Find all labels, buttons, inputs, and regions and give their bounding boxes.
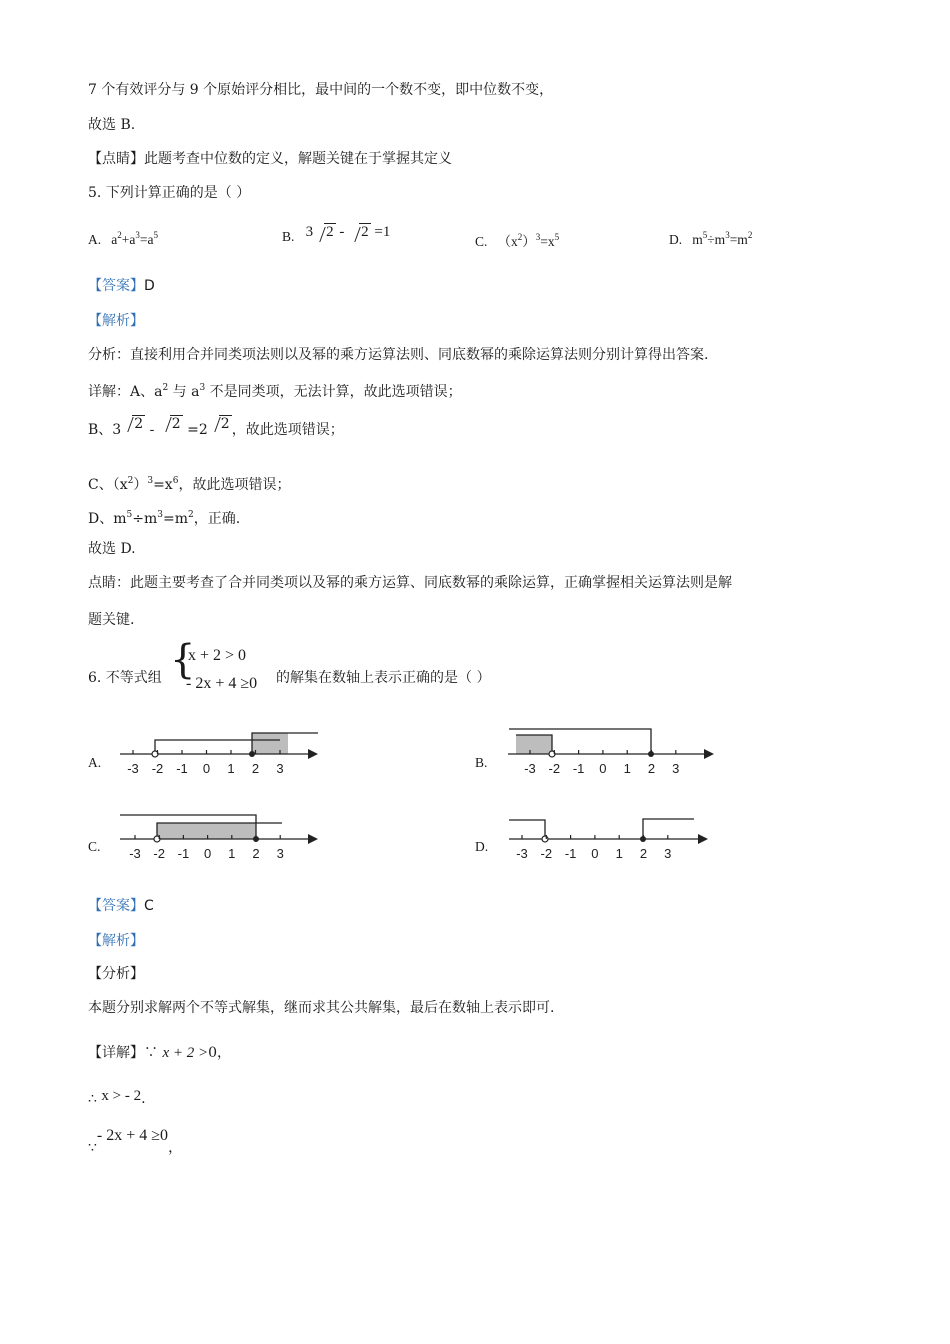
question-6-stem-post: 的解集在数轴上表示正确的是（ ） [276,670,491,686]
axis-arrow [698,834,708,844]
fenxi-tag: 【分析】 [88,966,144,982]
tick-label: 2 [639,846,648,861]
q6-label-a: A. [88,755,102,770]
q5-option-a: A. $a^2+a^3=a^5$ [88,230,158,247]
analysis-tag: 【解析】 [88,313,144,329]
number-line-c [120,815,318,844]
shaded-region [252,733,288,754]
tick-label: -2 [151,761,164,776]
tick-label: 1 [623,761,631,776]
detail-a: 详解：A、$a^2$ 与 $a^3$ 不是同类项，无法计算，故此选项错误； [88,383,462,400]
number-line-d [509,819,708,844]
q6-label-d: D. [475,839,489,854]
tick-label: -3 [129,846,141,861]
solution-bracket [643,819,694,839]
detail-c: C、$(x^2)^3=x^6$，故此选项错误； [88,476,291,493]
paragraph: 7 个有效评分与 9 个原始评分相比，最中间的一个数不变，即中位数不变， [88,82,554,98]
tick-label: 1 [228,846,236,861]
tick-label: -3 [524,761,536,776]
tick-label: 2 [647,761,656,776]
paragraph: 点睛：此题主要考查了合并同类项以及幂的乘方运算、同底数幂的乘除运算，正确掌握相关运算法则是解 [88,575,732,591]
axis-arrow [308,834,318,844]
detail-line-1: 【详解】∵ x + 2 >0， [88,1045,232,1061]
tick-label: -1 [176,761,188,776]
tick-label: 0 [599,761,607,776]
tick-label: 3 [672,761,680,776]
tick-label: 0 [591,846,599,861]
paragraph: 故选 B. [88,117,136,133]
question-6-stem-pre: 6. 不等式组 [88,670,162,686]
paragraph: 分析：直接利用合并同类项法则以及幂的乘方运算法则、同底数幂的乘除运算法则分别计算得出答案. [88,347,709,363]
shaded-region [157,823,256,839]
tick-label: 0 [203,846,212,861]
answer-line: 【答案】D [88,278,155,294]
inequality-1: x + 2 > 0 [188,647,247,664]
q6-label-c: C. [88,839,101,854]
detail-line-3: ∵- 2x + 4 ≥0， [88,1127,183,1156]
number-line-b [508,729,714,759]
tick-label: -1 [564,846,577,861]
tick-label: 2 [252,846,260,861]
tick-label: -3 [516,846,528,861]
q6-label-b: B. [475,755,488,770]
tick-label: 3 [664,846,672,861]
shaded-region [516,735,552,754]
open-point [542,836,548,842]
inequality-2: - 2x + 4 ≥0 [186,675,258,692]
paragraph: 本题分别求解两个不等式解集，继而求其公共解集，最后在数轴上表示即可. [88,1000,555,1016]
paragraph: 题关键. [88,612,135,628]
answer-line: 【答案】C [88,898,154,914]
detail-b: B、3 2 - 2 =2 2 ，故此选项错误； [88,416,344,438]
tick-label: -1 [177,846,190,861]
solution-bracket [509,820,545,839]
q5-option-b: B. 3 2 - 2 =1 [282,224,391,244]
paragraph: 故选 D. [88,541,136,557]
detail-line-2: ∴ x > - 2. [88,1088,146,1107]
number-line-a [120,733,318,759]
tick-label: -3 [127,761,139,776]
solid-point [249,751,255,757]
axis-arrow [704,749,714,759]
axis-arrow [308,749,318,759]
tick-labels [127,750,679,861]
tick-label: -2 [548,761,561,776]
tick-label: -2 [540,846,553,861]
tick-label: 1 [227,761,235,776]
tick-label: -1 [572,761,585,776]
analysis-tag: 【解析】 [88,933,144,949]
tick-label: -2 [153,846,165,861]
tick-label: 0 [202,761,211,776]
tick-label: 1 [615,846,623,861]
tick-label: 2 [251,761,260,776]
q5-option-c: C. $(x^2)^3=x^5$ [475,232,560,249]
brace: { [170,637,196,683]
paragraph: 【点睛】此题考查中位数的定义，解题关键在于掌握其定义 [88,151,452,167]
question-5-stem: 5. 下列计算正确的是（ ） [88,185,251,201]
detail-d: D、$m^5\div m^3=m^2$，正确. [88,510,241,527]
tick-label: 3 [276,761,284,776]
q5-option-d: D. $m^5\div m^3=m^2$ [669,230,753,247]
tick-label: 3 [276,846,284,861]
